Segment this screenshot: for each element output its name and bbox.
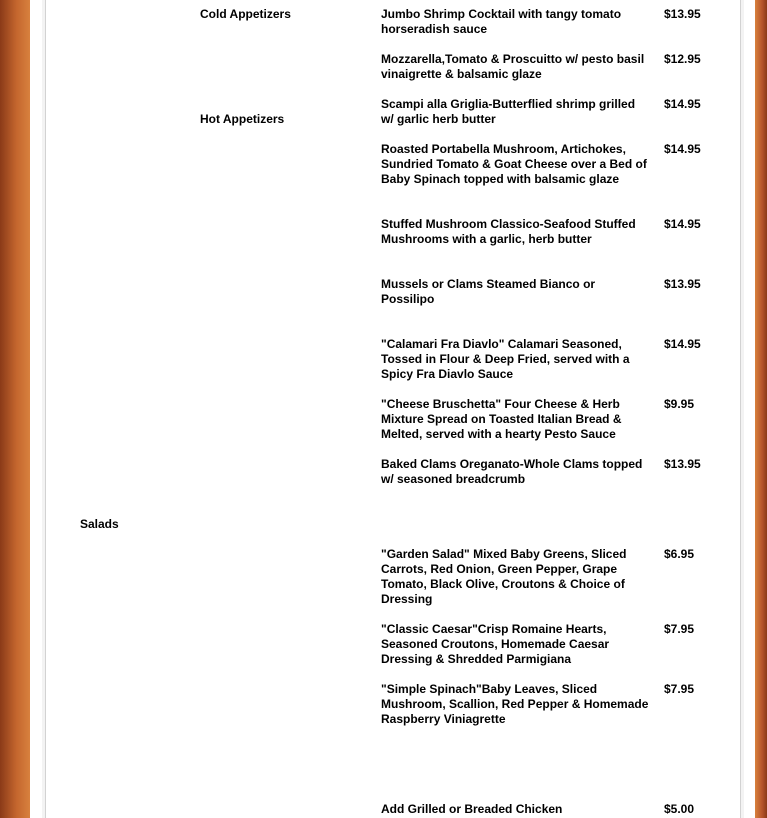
category-salads: Salads [80, 517, 119, 531]
menu-item-price: $7.95 [664, 682, 695, 696]
menu-item-price: $14.95 [664, 142, 701, 156]
menu-item-price: $5.00 [664, 802, 695, 816]
menu-item-description: "Calamari Fra Diavlo" Calamari Seasoned, Tossed in Flour & Deep Fried, served with a Spicy Fra Diavlo Sauce [381, 337, 630, 381]
menu-item-price: $14.95 [664, 337, 701, 351]
category-cold-appetizers: Cold Appetizers [200, 7, 291, 21]
menu-item-description: "Simple Spinach"Baby Leaves, Sliced Mushroom, Scallion, Red Pepper & Homemade Raspberry Viniagrette [381, 682, 649, 726]
menu-item-description: "Cheese Bruschetta" Four Cheese & Herb Mixture Spread on Toasted Italian Bread & Melted, served with a hearty Pesto Sauce [381, 397, 622, 441]
menu-item-description: "Classic Caesar"Crisp Romaine Hearts, Seasoned Croutons, Homemade Caesar Dressing & Shredded Parmigiana [381, 622, 610, 666]
menu-item-description: Mussels or Clams Steamed Bianco or Possilipo [381, 277, 596, 306]
menu-item-price: $13.95 [664, 7, 701, 21]
menu-item-price: $7.95 [664, 622, 695, 636]
menu-item-price: $9.95 [664, 397, 695, 411]
menu-item-description: Baked Clams Oreganato-Whole Clams topped w/ seasoned breadcrumb [381, 457, 643, 486]
menu-item-description: Stuffed Mushroom Classico-Seafood Stuffed Mushrooms with a garlic, herb butter [381, 217, 636, 246]
menu-item-description: Jumbo Shrimp Cocktail with tangy tomato horseradish sauce [381, 7, 622, 36]
menu-item-price: $13.95 [664, 457, 701, 471]
menu-item-price: $12.95 [664, 52, 701, 66]
right-border-decoration [755, 0, 767, 818]
left-border-decoration [0, 0, 30, 818]
menu-item-description: Roasted Portabella Mushroom, Artichokes, Sundried Tomato & Goat Cheese over a Bed of Baby Spinach topped with balsamic glaze [381, 142, 647, 186]
menu-item-price: $14.95 [664, 217, 701, 231]
menu-item-description: Mozzarella,Tomato & Proscuitto w/ pesto basil vinaigrette & balsamic glaze [381, 52, 645, 81]
menu-item-price: $14.95 [664, 97, 701, 111]
menu-item-description: Scampi alla Griglia-Butterflied shrimp grilled w/ garlic herb butter [381, 97, 636, 126]
menu-item-description: Add Grilled or Breaded Chicken [381, 802, 563, 816]
menu-item-price: $6.95 [664, 547, 695, 561]
menu-page [30, 0, 755, 818]
menu-item-price: $13.95 [664, 277, 701, 291]
menu-item-description: "Garden Salad" Mixed Baby Greens, Sliced Carrots, Red Onion, Green Pepper, Grape Tomato, Black Olive, Croutons & Choice of Dressing [381, 547, 627, 606]
category-hot-appetizers: Hot Appetizers [200, 112, 285, 126]
